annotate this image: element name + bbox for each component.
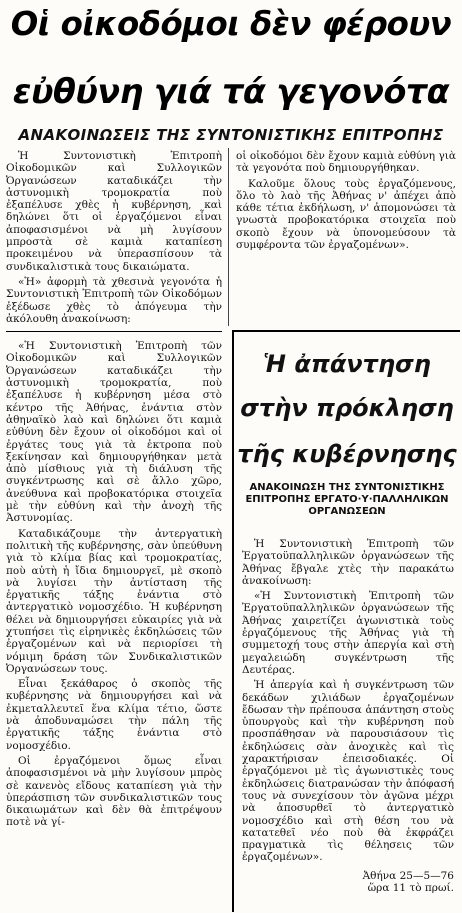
box-paragraph-1: Ἡ Συντονιστικὴ Ἐπιτροπὴ τῶν Ἐργατοϋπαλληλικῶν ὀργανώσεων τῆς Ἀθήνας ἔβγαλε χτὲς τὴν παρακάτω ἀνακοίνωση: bbox=[242, 538, 454, 587]
column-separator bbox=[228, 148, 229, 326]
left-paragraph-3: «Ἡ Συντονιστικὴ Ἐπιτροπὴ τῶν Οἰκοδομικῶν καὶ Συλλογικῶν Ὀργανώσεων καταδικάζει τὴν ἀστυνομικὴ τρομοκρατία, ποὺ ἐξαπέλυσε ἡ κυβέρνηση μέσα στὸ κέντρο τῆς Ἀθήνας, ἐνάντια στὸν ἀθηναϊκὸ λαὸ καὶ δηλώνει ὅτι καμιὰ εὐθύνη δὲν ἔχουν οἱ οἰκοδόμοι καὶ οἱ ἐργάτες τους γιὰ τὰ ἐκτροπα ποὺ ξεκίνησαν καὶ δημιουργήθηκαν μετὰ ἀπὸ μίσθιους γιὰ τὴ διάλυση τῆς συγκέντρωσης καὶ σὲ ἄλλο χῶρο, ἀνεύθυνα καὶ προβοκατόρικα στοιχεῖα μὲ τὴν εὐθύνη καὶ τὴν ἀνοχὴ τῆς Ἀστυνομίας. bbox=[6, 340, 222, 525]
right-paragraph-1: οἱ οἰκοδόμοι δὲν ἔχουν καμιὰ εὐθύνη γιὰ τὰ γεγονότα ποὺ δημιουργήθηκαν. bbox=[236, 150, 456, 175]
signature-time: ὥρα 11 τὸ πρωί. bbox=[367, 882, 454, 895]
box-paragraph-2: «Ἡ Συντονιστικὴ Ἐπιτροπὴ τῶν Ἐργατοϋπαλληλικῶν ὀργανώσεων τῆς Ἀθήνας χαιρετίζει ἀγωνιστικὰ τοὺς ἐργαζόμενους τῆς Ἀθήνας γιὰ τὴ συμμετοχή τους στὴν ἀπεργία καὶ στὴ μεγαλειώδη συγκέντρωση τῆς Δευτέρας. bbox=[242, 590, 454, 676]
left-column bbox=[6, 150, 222, 910]
left-paragraph-6: Οἱ ἐργαζόμενοι ὅμως εἶναι ἀποφασισμένοι νὰ μὴν λυγίσουν μπρὸς σὲ κανενὸς εἴδους καταπίεση γιὰ τὴν ὑπεράσπιση τῶν συνδικαλιστικῶν τους δικαιωμάτων καὶ δὲν θὰ ἐπιτρέψουν ποτὲ νὰ γί- bbox=[6, 754, 222, 829]
left-paragraph-4: Καταδικάζουμε τὴν ἀντεργατικὴ πολιτικὴ τῆς κυβέρνησης, σὰν ὑπεύθυνη γιὰ τὸ κλίμα βίας καὶ τρομοκρατίας, ποὺ αὐτὴ ἡ ἴδια δημιουργεῖ, μὲ σκοπὸ νὰ λυγίσει τὴν ἀντίσταση τῆς ἐργατικῆς τάξης ἐνάντια στὸ ἀντεργατικὸ νομοσχέδιο. Ἡ κυβέρνηση θέλει νὰ δημιουργήσει εὐκαιρίες γιὰ νὰ χτυπήσει τὶς εἰρηνικὲς ἐκδηλώσεις τῶν ἐργαζομένων καὶ νὰ περιορίσει τὴ νόμιμη δράση τῶν Συνδικαλιστικῶν Ὀργανώσεων τους. bbox=[6, 527, 222, 675]
right-top-column bbox=[236, 150, 456, 320]
subheadline: ΑΝΑΚΟΙΝΩΣΕΙΣ ΤΗΣ ΣΥΝΤΟΝΙΣΤΙΚΗΣ ΕΠΙΤΡΟΠΗΣ bbox=[18, 126, 444, 144]
signature-date: Ἀθήνα 25—5—76 bbox=[362, 870, 454, 882]
column-divider bbox=[6, 331, 222, 332]
left-paragraph-5: Εἶναι ξεκάθαρος ὁ σκοπὸς τῆς κυβέρνησης νὰ δημιουργήσει καὶ νὰ ἐκμεταλλευτεῖ ἕνα κλίμα τέτιο, ὥστε νὰ ἀποδυναμώσει τὴν πάλη τῆς ἐργατικῆς τάξης ἐνάντια στὸ νομοσχέδιο. bbox=[6, 678, 222, 752]
box-subtitle: ΑΝΑΚΟΙΝΩΣΗ ΤΗΣ ΣΥΝΤΟΝΙΣΤΙΚΗΣ ΕΠΙΤΡΟΠΗΣ ΕΡΓΑΤΟ·Υ·ΠΑΛΛΗΛΙΚΩΝ ΟΡΓΑΝΩΣΕΩΝ bbox=[245, 482, 449, 517]
left-paragraph-1: Ἡ Συντονιστικὴ Ἐπιτροπὴ Οἰκοδομικῶν καὶ Συλλογικῶν Ὀργανώσεων καταδικάζει τὴν ἀστυνομικὴ τρομοκρατία ποὺ ἐξαπέλυσε χθὲς ἡ κυβέρνηση, καὶ δηλώνει ὅτι οἱ ἐργαζόμενοι εἶναι ἀποφασισμένοι νὰ μὴ λυγίσουν μπροστὰ σὲ καμιὰ καταπίεση προκειμένου νὰ ὑπερασπίσουν τὰ συνδικαλιστικὰ τους δικαιώματα. bbox=[6, 150, 222, 273]
box-body bbox=[242, 538, 454, 868]
box-signature bbox=[242, 870, 454, 895]
headline-line-1: Οἱ οἰκοδόμοι δὲν φέρουν bbox=[10, 4, 452, 43]
left-paragraph-2: «Ἡ» ἀφορμὴ τὰ χθεσινὰ γεγονότα ἡ Συντονιστικὴ Ἐπιτροπὴ τῶν Οἰκοδόμων ἐξέδωσε χθὲς τὸ ἀπόγευμα τὴν ἀκόλουθη ἀνακοίνωση: bbox=[6, 275, 222, 325]
boxed-article bbox=[232, 330, 460, 912]
box-title-line-3: τῆς κυβέρνησης bbox=[237, 440, 457, 468]
headline-line-2: εὐθύνη γιά τά γεγονότα bbox=[12, 72, 450, 112]
right-paragraph-2: Καλοῦμε ὅλους τοὺς ἐργαζόμενους, ὅλο τὸ λαὸ τῆς Ἀθήνας ν' ἀπέχει ἀπὸ κάθε τέτια ἐκδήλωση, ν' ἀπομονώσει τὰ γνωστὰ προβοκατόρικα στοιχεῖα ποὺ σκοπὸ ἔχουν νὰ ὑπονομεύσουν τὰ συμφέροντα τῶν ἐργαζομένων». bbox=[236, 177, 456, 252]
box-paragraph-3: Ἡ ἀπεργία καὶ ἡ συγκέντρωση τῶν δεκάδων χιλιάδων ἐργαζομένων ἔδωσαν τὴν πρέπουσα ἀπάντηση στοὺς ὑπουργοὺς καὶ τὴν κυβέρνηση ποὺ προσπάθησαν νὰ παρουσιάσουν τὶς ἐκδηλώσεις σὰν ἀνοχικὲς καὶ τὶς χαρακτήρισαν ἐπεισοδιακές. Οἱ ἐργαζόμενοι μὲ τὶς ἀγωνιστικὲς τους ἐκδηλώσεις διατρανώσαν τὴν ἀπόφασή τους νὰ συνεχίσουν τὸν ἀγῶνα μέχρι νὰ ἀποσυρθεῖ τὸ ἀντεργατικὸ νομοσχέδιο καὶ στὴ θέση του νὰ κατατεθεῖ νέο ποὺ θὰ ἐκφράζει πραγματικὰ τὶς θέλησεις τῶν ἐργαζομένων». bbox=[242, 679, 454, 864]
box-title-line-1: Ἡ ἀπάντηση bbox=[263, 350, 431, 378]
box-title-line-2: στὴν πρόκληση bbox=[240, 394, 454, 422]
